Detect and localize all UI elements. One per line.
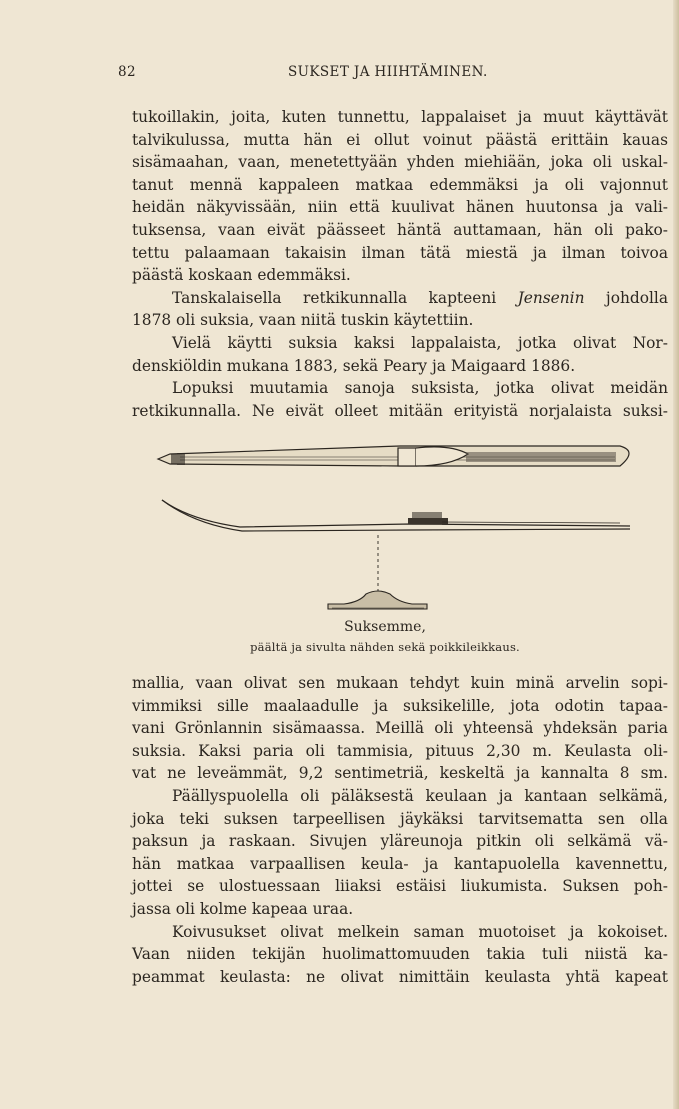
page-edge [673, 0, 679, 1109]
figure-caption-subtitle: päältä ja sivulta nähden sekä poikkileikkaus. [250, 640, 520, 654]
ski-side-view [162, 500, 630, 531]
text-segment: johdolla [584, 288, 669, 307]
text-line: vat ne leveämmät, 9,2 sentimetriä, keskeltä ja kannalta 8 sm. [132, 764, 668, 783]
text-line [132, 287, 668, 310]
name-jensenin: Jensenin [517, 288, 585, 307]
text-segment: Tanskalaisella retkikunnalla kapteeni [172, 288, 518, 307]
text-line: tanut mennä kappaleen matkaa edemmäksi ja oli vajonnut [132, 175, 668, 194]
text-line: heidän näkyvissään, niin että kuulivat hänen huutonsa ja vali- [132, 198, 668, 217]
text-line: talvikulussa, mutta hän ei ollut voinut päästä erittäin kauas [132, 130, 668, 149]
text-line: retkikunnalla. Ne eivät olleet mitään erityistä norjalaista suksi- [132, 401, 668, 420]
top-paragraph [132, 106, 668, 422]
paragraph-lappalaiset [132, 332, 668, 377]
text-line: suksia. Kaksi paria oli tammisia, pituus 2,30 m. Keulasta oli- [132, 741, 668, 760]
paragraph-paallyspuolella [132, 785, 668, 921]
ski-top-view [158, 446, 629, 466]
text-line: mallia, vaan olivat sen mukaan tehdyt kuin minä arvelin sopi- [132, 674, 668, 692]
text-line: päästä koskaan edemmäksi. [132, 266, 351, 285]
paragraph-lopuksi [132, 377, 668, 422]
text-line: joka teki suksen tarpeellisen jäykäksi tarvitsematta sen olla [132, 809, 668, 828]
text-line: paksun ja raskaan. Sivujen yläreunoja pitkin oli selkämä vä- [132, 832, 668, 851]
text-line: tuksensa, vaan eivät päässeet häntä auttamaan, hän oli pako- [132, 220, 668, 239]
running-title: SUKSET JA HIIHTÄMINEN. [288, 64, 488, 80]
text-line: denskiöldin mukana 1883, sekä Peary ja Maigaard 1886. [132, 356, 576, 375]
text-line: tukoillakin, joita, kuten tunnettu, lappalaiset ja muut käyttävät [132, 108, 668, 126]
text-line: Vielä käytti suksia kaksi lappalaista, jotka olivat Nor- [172, 333, 668, 352]
text-line: peammat keulasta: ne olivat nimittäin keulasta yhtä kapeat [132, 967, 668, 986]
ski-figure [150, 432, 650, 632]
text-line: jassa oli kolme kapeaa uraa. [132, 899, 354, 918]
text-line: vani Grönlannin sisämaassa. Meillä oli yhteensä yhdeksän paria [132, 719, 668, 738]
bottom-text [132, 672, 668, 988]
text-line: jottei se ulostuessaan liiaksi estäisi liukumista. Suksen poh- [132, 877, 668, 896]
text-line: Päällyspuolella oli päläksestä keulaan ja kantaan selkämä, [172, 786, 668, 805]
running-header [118, 64, 538, 84]
text-line: Lopuksi muutamia sanoja suksista, jotka olivat meidän [172, 379, 668, 398]
paragraph-koivusukset [132, 921, 668, 989]
text-line: hän matkaa varpaallisen keula- ja kantapuolella kavennettu, [132, 854, 668, 873]
paragraph-mallia [132, 672, 668, 785]
page-number: 82 [118, 64, 136, 80]
text-line: Koivusukset olivat melkein saman muotoiset ja kokoiset. [172, 922, 668, 941]
text-line: vimmiksi sille maalaadulle ja suksikelille, jota odotin tapaa- [132, 696, 668, 715]
text-line: 1878 oli suksia, vaan niitä tuskin käytettiin. [132, 311, 474, 330]
ski-cross-section [328, 591, 427, 609]
text-line: tettu palaamaan takaisin ilman tätä miestä ja ilman toivoa [132, 243, 668, 262]
paragraph-jensen [132, 287, 668, 332]
text-line: Vaan niiden tekijän huolimattomuuden takia tuli niistä ka- [132, 945, 668, 964]
text-line: sisämaahan, vaan, menetettyään yhden miehiään, joka oli uskal- [132, 153, 668, 172]
figure-caption-title: Suksemme, [344, 619, 426, 635]
